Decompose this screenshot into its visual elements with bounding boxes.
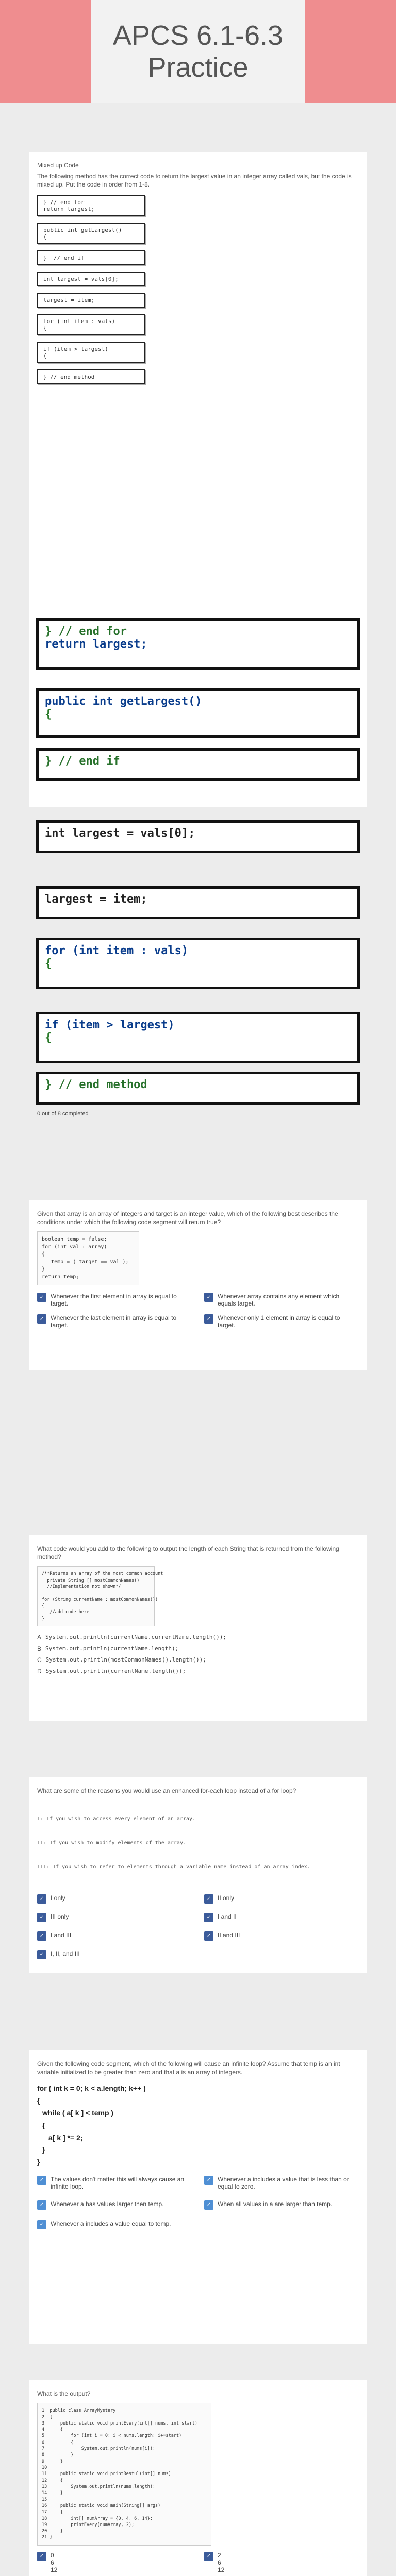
code-line: a[ k ] *= 2; bbox=[48, 2133, 83, 2142]
header-banner bbox=[0, 0, 396, 103]
code-line: { bbox=[37, 2096, 40, 2105]
page-title bbox=[91, 0, 305, 103]
page-title-line-1: APCS 6.1-6.3 bbox=[112, 20, 284, 51]
code-block-large[interactable] bbox=[36, 1072, 360, 1105]
code-line: return largest; bbox=[45, 638, 147, 651]
answer-list bbox=[37, 1634, 359, 1675]
code-line: { bbox=[42, 2121, 45, 2129]
answer-text: When all values in a are larger than temp. bbox=[218, 2200, 333, 2208]
answer-option[interactable] bbox=[37, 1894, 192, 1904]
answer-option[interactable] bbox=[204, 2200, 359, 2210]
checkbox-icon[interactable]: ✓ bbox=[204, 2552, 213, 2561]
answer-text: III only bbox=[51, 1912, 69, 1920]
code-block-large[interactable] bbox=[36, 1012, 360, 1063]
question-string-length bbox=[29, 1535, 367, 1721]
code-block-small[interactable]: for (int item : vals) { bbox=[37, 314, 145, 335]
answer-text: Whenever array contains any element which equals target. bbox=[218, 1293, 340, 1308]
code-line: { bbox=[45, 708, 52, 721]
answer-option[interactable] bbox=[37, 1931, 192, 1941]
question-mixed-up-code bbox=[29, 152, 367, 456]
answer-text: System.out.println(currentName.length()); bbox=[45, 1667, 186, 1674]
answer-option[interactable] bbox=[37, 1314, 192, 1329]
code-line: { bbox=[45, 957, 52, 970]
code-block-large[interactable] bbox=[36, 886, 360, 919]
answer-option[interactable] bbox=[204, 1894, 359, 1904]
code-line: int largest = vals[0]; bbox=[45, 827, 195, 840]
code-block-small[interactable]: public int getLargest() { bbox=[37, 223, 145, 244]
answer-text: Whenever the first element in array is equal to target. bbox=[51, 1293, 177, 1308]
code-line: largest = item; bbox=[45, 893, 147, 906]
code-line: } // end if bbox=[45, 755, 120, 768]
answer-option[interactable] bbox=[37, 2220, 192, 2229]
question-enhanced-for-reasons bbox=[29, 1777, 367, 1973]
code-line: } // end for bbox=[45, 625, 127, 638]
checkbox-icon[interactable]: ✓ bbox=[204, 1894, 213, 1904]
answer-text: I, II, and III bbox=[51, 1950, 80, 1957]
answer-text: System.out.println(currentName.length); bbox=[45, 1645, 179, 1652]
radio-icon[interactable]: ✓ bbox=[37, 2176, 46, 2185]
checkbox-icon[interactable]: ✓ bbox=[204, 1293, 213, 1302]
answer-option[interactable] bbox=[37, 1293, 192, 1307]
code-block-large[interactable] bbox=[36, 748, 360, 781]
code-line: } bbox=[42, 2145, 45, 2154]
progress-text: 0 out of 8 completed bbox=[37, 1111, 89, 1117]
question-text: The following method has the correct code to return the largest value in an integer array called vals, but the code is mixed up. Put the code in order from 1-8. bbox=[37, 173, 352, 189]
answer-option[interactable] bbox=[204, 1314, 359, 1329]
code-snippet bbox=[37, 2082, 359, 2168]
code-line: for ( int k = 0; k < a.length; k++ ) bbox=[37, 2084, 146, 2093]
checkbox-icon[interactable]: ✓ bbox=[37, 1293, 46, 1302]
answer-text: System.out.println(mostCommonNames().length()); bbox=[45, 1656, 206, 1663]
code-line: while ( a[ k ] < temp ) bbox=[42, 2108, 114, 2117]
code-snippet: /**Returns an array of the most common account private String [] mostCommonNames() //Implementation not shown*/ for (String currentName : mostCommonNames()) { //add code here } bbox=[37, 1566, 155, 1626]
question-text: Given the following code segment, which of the following will cause an infinite loop? Assume that temp is an int variable initialized to be greater than zero and that a is an array of integers. bbox=[37, 2060, 340, 2076]
answer-option[interactable] bbox=[37, 2200, 192, 2210]
statement-line: III: If you wish to refer to elements through a variable name instead of an array index. bbox=[37, 1864, 310, 1870]
code-block-large[interactable] bbox=[36, 618, 360, 670]
answer-letter: A bbox=[37, 1633, 42, 1641]
answer-option[interactable] bbox=[37, 1645, 359, 1652]
code-line: } bbox=[37, 2158, 40, 2166]
code-block-small[interactable]: int largest = vals[0]; bbox=[37, 272, 145, 286]
statement-line: I: If you wish to access every element of an array. bbox=[37, 1816, 196, 1822]
code-block-large[interactable] bbox=[36, 938, 360, 989]
checkbox-icon[interactable]: ✓ bbox=[37, 1314, 46, 1324]
code-block-large[interactable] bbox=[36, 688, 360, 738]
code-line: public int getLargest() bbox=[45, 695, 202, 708]
answer-text: I and III bbox=[51, 1931, 72, 1939]
question-text: What are some of the reasons you would use an enhanced for-each loop instead of a for loop? bbox=[37, 1787, 296, 1794]
answer-option[interactable] bbox=[37, 1634, 359, 1641]
answer-text: II and III bbox=[218, 1931, 240, 1939]
answer-option[interactable] bbox=[204, 2552, 359, 2573]
answer-text: II only bbox=[218, 1894, 235, 1902]
answer-text: Whenever the last element in array is equal to target. bbox=[51, 1314, 177, 1329]
statement-line: II: If you wish to modify elements of the array. bbox=[37, 1840, 186, 1846]
question-title: Mixed up Code bbox=[37, 162, 79, 169]
checkbox-icon[interactable]: ✓ bbox=[37, 1913, 46, 1922]
code-line: for (int item : vals) bbox=[45, 944, 189, 957]
answer-text: Whenever only 1 element in array is equal to target. bbox=[218, 1314, 340, 1329]
answer-text: 0 6 12 bbox=[51, 2551, 58, 2573]
answer-option[interactable] bbox=[37, 1913, 192, 1922]
answer-option[interactable] bbox=[37, 2552, 192, 2573]
checkbox-icon[interactable]: ✓ bbox=[204, 1931, 213, 1941]
radio-icon[interactable]: ✓ bbox=[204, 2200, 213, 2210]
code-block-small[interactable]: largest = item; bbox=[37, 293, 145, 308]
answer-option[interactable] bbox=[37, 1668, 359, 1675]
answer-letter: C bbox=[37, 1656, 42, 1664]
question-text: What code would you add to the following to output the length of each String that is returned from the following method? bbox=[37, 1545, 339, 1561]
checkbox-icon[interactable]: ✓ bbox=[37, 1894, 46, 1904]
answer-option[interactable] bbox=[37, 1950, 192, 1959]
question-array-contains bbox=[29, 1200, 367, 1370]
question-text: Given that array is an array of integers and target is an integer value, which of the following best describes the conditions under which the following code segment will return true? bbox=[37, 1210, 338, 1226]
code-block-small[interactable]: } // end for return largest; bbox=[37, 195, 145, 216]
answer-text: The values don't matter this will always cause an infinite loop. bbox=[51, 2175, 185, 2190]
answer-text: Whenever a includes a value equal to temp. bbox=[51, 2219, 171, 2227]
page-title-line-2: Practice bbox=[147, 52, 249, 83]
question-infinite-loop bbox=[29, 2050, 367, 2344]
checkbox-icon[interactable]: ✓ bbox=[204, 1314, 213, 1324]
answer-option[interactable] bbox=[37, 2176, 192, 2190]
code-block-small[interactable]: if (item > largest) { bbox=[37, 342, 145, 363]
code-line: } // end method bbox=[45, 1078, 147, 1091]
radio-icon[interactable]: ✓ bbox=[37, 2200, 46, 2210]
answer-text: I and II bbox=[218, 1912, 237, 1920]
code-snippet: boolean temp = false; for (int val : array) { temp = ( target == val ); } return temp; bbox=[37, 1231, 139, 1285]
checkbox-icon[interactable]: ✓ bbox=[37, 2552, 46, 2561]
checkbox-icon[interactable]: ✓ bbox=[37, 1931, 46, 1941]
answer-letter: D bbox=[37, 1667, 42, 1675]
answer-text: I only bbox=[51, 1894, 65, 1902]
answer-option[interactable] bbox=[204, 1293, 359, 1307]
checkbox-icon[interactable]: ✓ bbox=[204, 1913, 213, 1922]
question-output-mystery bbox=[29, 2380, 367, 2576]
answer-text: Whenever a includes a value that is less than or equal to zero. bbox=[218, 2175, 349, 2190]
answer-text: 2 6 12 bbox=[218, 2551, 225, 2573]
answer-option[interactable] bbox=[204, 2176, 359, 2190]
radio-icon[interactable]: ✓ bbox=[37, 2220, 46, 2229]
answer-text: Whenever a has values larger then temp. bbox=[51, 2200, 164, 2208]
code-block-small[interactable]: } // end if bbox=[37, 250, 145, 265]
question-text: What is the output? bbox=[37, 2390, 91, 2397]
answer-option[interactable] bbox=[204, 1931, 359, 1941]
answer-letter: B bbox=[37, 1645, 42, 1652]
code-snippet: 1 public class ArrayMystery 2 { 3 public static void printEvery(int[] nums, int start) 4 { 5 for (int i = 0; i < nums.length; i+=start) 6 { 7 System.out.println(nums[i]); 8 } 9 } 10 11 public static void printRestul(int[] nums) 12 { 13 System.out.println(nums.length); 14 } 15 16 public static void main(String[] args) 17 { 18 int[] numArray = {0, 4, 6, 14}; 19 printEvery(numArray, 2); 20 } 21 } bbox=[37, 2403, 211, 2546]
checkbox-icon[interactable]: ✓ bbox=[37, 1950, 46, 1959]
code-line: if (item > largest) bbox=[45, 1019, 175, 1031]
code-line: { bbox=[45, 1031, 52, 1044]
answer-option[interactable] bbox=[204, 1913, 359, 1922]
radio-icon[interactable]: ✓ bbox=[204, 2176, 213, 2185]
answer-option[interactable] bbox=[37, 1656, 359, 1664]
code-block-large[interactable] bbox=[36, 820, 360, 853]
answer-text: System.out.println(currentName.currentName.length()); bbox=[45, 1633, 227, 1640]
code-block-small[interactable]: } // end method bbox=[37, 369, 145, 384]
